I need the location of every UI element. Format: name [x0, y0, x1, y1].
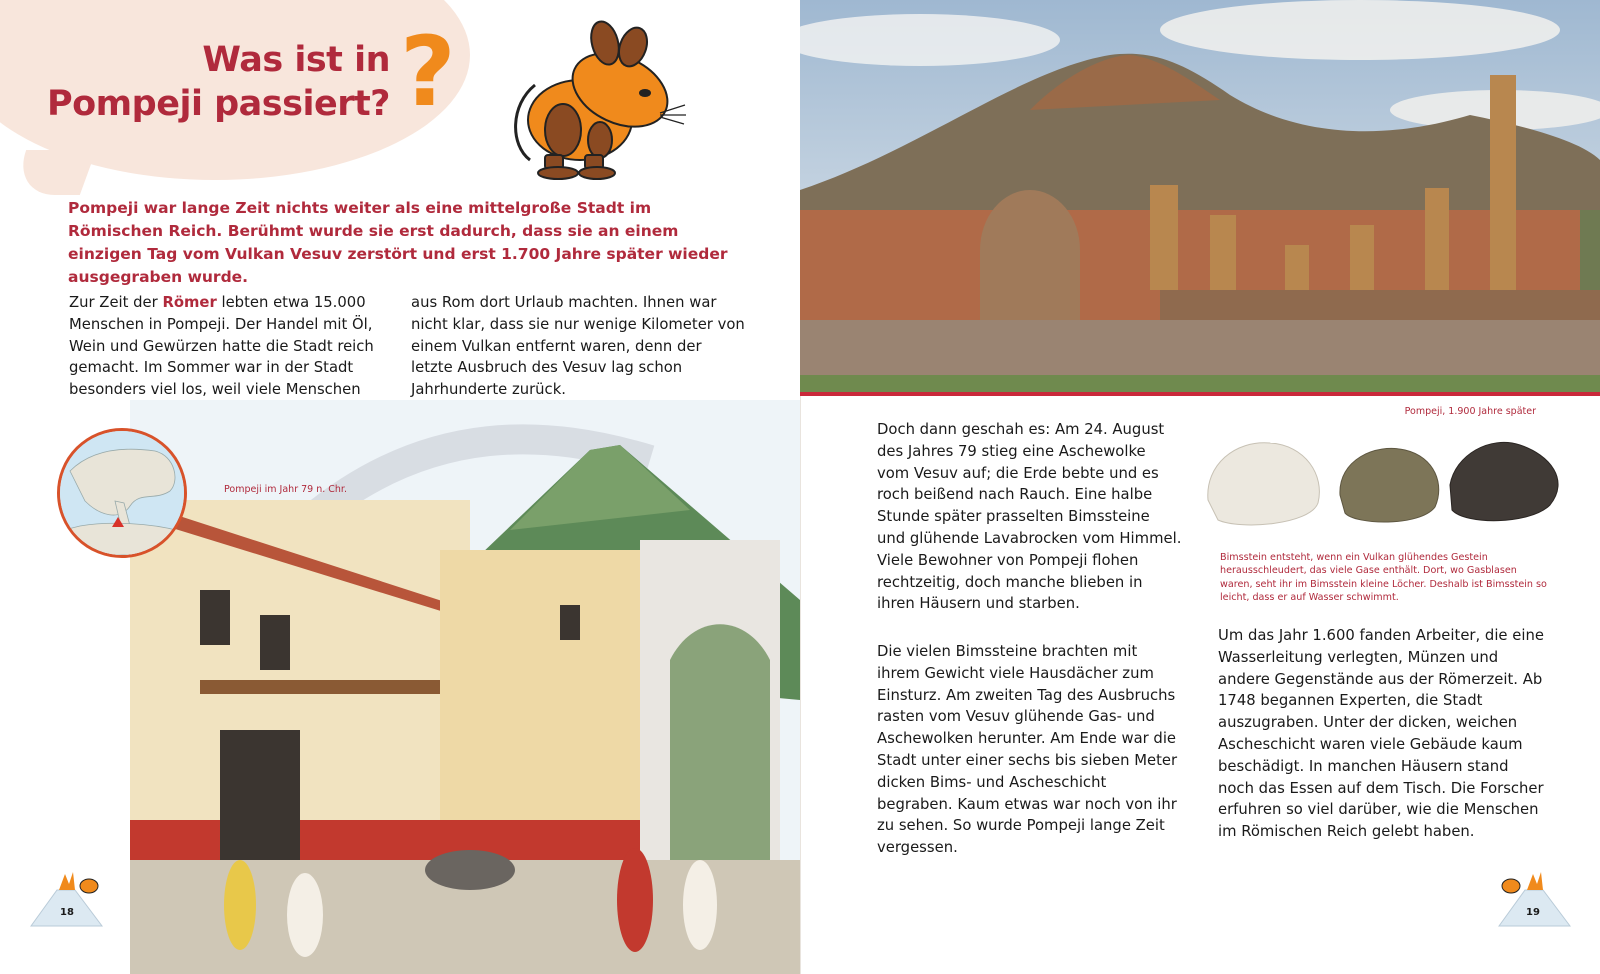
illustration-caption: Pompeji im Jahr 79 n. Chr. [224, 484, 347, 495]
page-title [0, 38, 390, 126]
left-text-column-1 [69, 292, 404, 401]
page-number-left: 18 [60, 907, 74, 918]
right-text-column-1-para-2: Die vielen Bimssteine brachten mit ihrem Gewicht viele Hausdächer zum Einsturz. Am zweiten Tag des Ausbruchs rasten vom Vesuv glühende Gas- und Aschewolken herunter. Am Ende war die Stadt unter einer sechs bis sieben Meter dicken Bims- und Ascheschicht begraben. Kaum etwas war noch von ihr zu sehen. So wurde Pompeji lange Zeit vergessen. [877, 643, 1178, 857]
question-mark: ? [400, 16, 456, 128]
title-line-1: Was ist in [202, 40, 390, 80]
col1-text-end: lebten etwa 15.000 Menschen in Pompeji. Der Handel mit Öl, Wein und Gewürzen hatte die Stadt reich gemacht. Im Sommer war in der Stadt besonders viel los, weil viele Menschen [69, 294, 374, 399]
pumice-stones-photo [1200, 425, 1570, 535]
pompeii-ruins-photo [800, 0, 1600, 396]
col1-highlight: Römer [162, 294, 217, 311]
page-number-right: 19 [1526, 907, 1540, 918]
intro-paragraph: Pompeji war lange Zeit nichts weiter als eine mittelgroße Stadt im Römischen Reich. Berühmt wurde sie erst dadurch, dass sie an einem einzigen Tag vom Vulkan Vesuv zerstört und erst 1.700 Jahre später wieder ausgegraben wurde. [68, 199, 728, 286]
speech-bubble-tail [10, 150, 96, 195]
right-text-column-1-para-1: Doch dann geschah es: Am 24. August des Jahres 79 stieg eine Aschewolke vom Vesuv auf; die Erde bebte und es roch beißend nach Rauch. Eine halbe Stunde später prasselten Bimssteine und glühende Lavabrocken vom Himmel. Viele Bewohner von Pompeji flohen rechtzeitig, doch manche blieben in ihren Häusern und starben. [877, 421, 1182, 613]
pumice-caption: Bimsstein entsteht, wenn ein Vulkan glühendes Gestein herausschleudert, das viele Gase enthält. Dort, wo Gasblasen waren, seht ihr im Bimsstein kleine Löcher. Deshalb ist Bimsstein so leicht, dass er auf Wasser schwimmt. [1220, 552, 1547, 604]
photo-divider-line [800, 392, 1600, 396]
europe-locator-map [57, 428, 187, 558]
left-text-column-2: aus Rom dort Urlaub machten. Ihnen war nicht klar, dass sie nur wenige Kilometer von einem Vulkan entfernt waren, denn der letzte Ausbruch des Vesuv lag schon Jahrhunderte zurück. [411, 294, 745, 399]
col1-text-start: Zur Zeit der [69, 294, 163, 311]
volcano-page-badge-left [29, 868, 104, 928]
title-line-2: Pompeji passiert? [46, 84, 390, 124]
photo-caption: Pompeji, 1.900 Jahre später [1404, 406, 1536, 417]
volcano-page-badge-right [1497, 868, 1572, 928]
mouse-character-illustration [505, 15, 695, 185]
right-text-column-2: Um das Jahr 1.600 fanden Arbeiter, die eine Wasserleitung verlegten, Münzen und andere Gegenstände aus der Römerzeit. Ab 1748 begannen Experten, die Stadt auszugraben. Unter der dicken, weichen Ascheschicht waren viele Gebäude kaum beschädigt. In manchen Häusern stand noch das Essen auf dem Tisch. Die Forscher erfuhren so viel darüber, wie die Menschen im Römischen Reich gelebt haben. [1218, 627, 1544, 841]
